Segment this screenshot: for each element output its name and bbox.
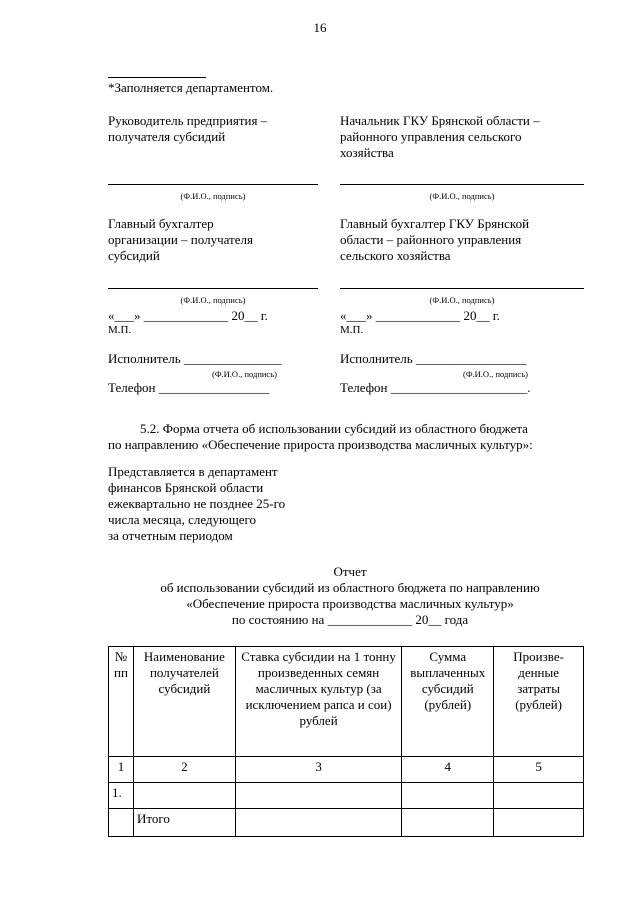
fio-caption: (Ф.И.О., подпись) [212,369,277,379]
signature-left-1: Руководитель предприятия – получателя субсидий [108,113,268,144]
fio-caption: (Ф.И.О., подпись) [180,295,246,305]
signature-line [108,184,318,185]
report-title: Отчет об использовании субсидий из областного бюджета по направлению «Обеспечение прироста производства масличных культур» по состоянию на _____________ 20__ года [160,564,540,627]
header-cell: Произве-денные затраты (рублей) [494,647,584,757]
table-cell [402,783,494,809]
table-total-row [109,809,584,837]
number-cell: 1 [109,757,134,783]
footnote: *Заполняется департаментом. [108,80,274,95]
table-number-row [109,757,584,783]
section-heading-cont: по направлению «Обеспечение прироста производства масличных культур»: [108,437,533,452]
fio-caption: (Ф.И.О., подпись) [463,369,528,379]
header-cell: № пп [109,647,134,757]
table-cell [235,783,401,809]
date-line-right: «___» _____________ 20__ г. [340,308,500,323]
mp-label: М.П. [340,324,364,336]
number-cell: 4 [402,757,494,783]
number-cell: 2 [133,757,235,783]
number-cell: 3 [235,757,401,783]
total-label: Итого [133,809,235,837]
table-row [109,783,584,809]
fio-caption: (Ф.И.О., подпись) [180,191,246,201]
signature-right-2: Главный бухгалтер ГКУ Брянской области – районного управления сельского хозяйства [340,216,530,263]
executor-left: Исполнитель _______________ [108,351,282,366]
executor-right: Исполнитель _________________ [340,351,527,366]
table-cell [494,783,584,809]
page-number: 16 [313,20,327,35]
table-cell [133,783,235,809]
header-cell: Сумма выплаченных субсидий (рублей) [402,647,494,757]
number-cell: 5 [494,757,584,783]
phone-right: Телефон _____________________. [340,380,531,395]
header-cell: Ставка субсидии на 1 тонну произведенных семян масличных культур (за исключением рапса и сои) рублей [235,647,401,757]
report-table [108,646,584,837]
table-cell [109,809,134,837]
date-line-left: «___» _____________ 20__ г. [108,308,268,323]
table-cell [402,809,494,837]
fio-caption: (Ф.И.О., подпись) [429,295,495,305]
phone-left: Телефон _________________ [108,380,270,395]
footnote-rule [108,77,206,78]
submit-note: Представляется в департамент финансов Брянской области ежеквартально не позднее 25-го числа месяца, следующего за отчетным периодом [108,464,286,543]
table-header-row [109,647,584,757]
signature-right-1: Начальник ГКУ Брянской области – районного управления сельского хозяйства [340,113,540,160]
mp-label: М.П. [108,324,132,336]
signature-line [108,288,318,289]
row-number-cell: 1. [109,783,134,809]
header-cell: Наименование получателей субсидий [133,647,235,757]
table-cell [235,809,401,837]
signature-line [340,184,584,185]
signature-line [340,288,584,289]
section-heading: 5.2. Форма отчета об использовании субсидий из областного бюджета [140,421,528,436]
fio-caption: (Ф.И.О., подпись) [429,191,495,201]
table-cell [494,809,584,837]
signature-left-2: Главный бухгалтер организации – получателя субсидий [108,216,253,263]
